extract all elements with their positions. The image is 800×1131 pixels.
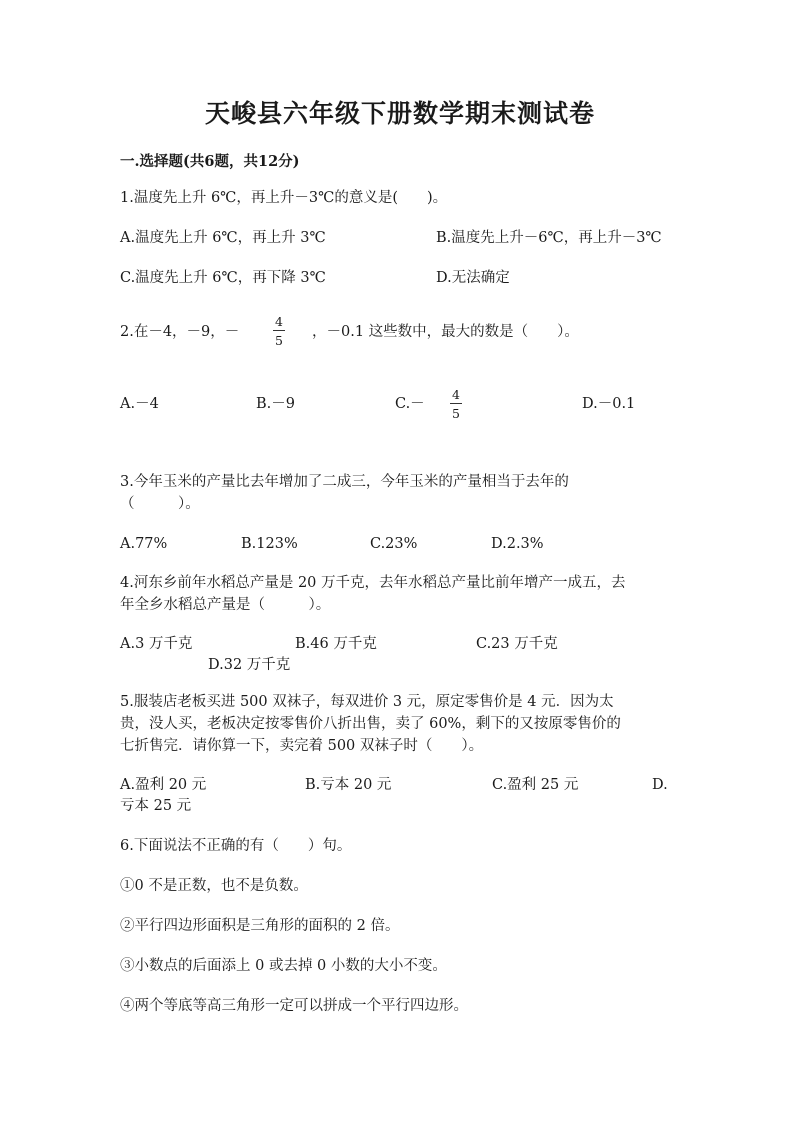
fraction-bar bbox=[273, 330, 285, 331]
question-6-statement-2: ②平行四边形面积是三角形的面积的 2 倍。 bbox=[120, 918, 400, 934]
question-1-option-c: C.温度先上升 6℃，再下降 3℃ bbox=[120, 270, 326, 286]
question-4-option-b: B.46 万千克 bbox=[295, 636, 377, 652]
question-4-stem-line-1: 4.河东乡前年水稻总产量是 20 万千克，去年水稻总产量比前年增产一成五，去 bbox=[120, 575, 626, 591]
question-6-statement-1: ①0 不是正数，也不是负数。 bbox=[120, 878, 308, 894]
question-4-option-c: C.23 万千克 bbox=[476, 636, 558, 652]
question-1-option-b: B.温度先上升－6℃，再上升－3℃ bbox=[436, 230, 662, 246]
question-2-option-c: C.－ bbox=[395, 396, 425, 412]
question-2-stem-end: ，－0.1 这些数中，最大的数是（ ）。 bbox=[312, 324, 579, 340]
fraction-denominator: 5 bbox=[275, 333, 283, 348]
question-5-option-d-label: D. bbox=[652, 777, 668, 793]
question-4-option-d: D.32 万千克 bbox=[208, 657, 291, 673]
question-2-option-b: B.－9 bbox=[256, 396, 295, 412]
question-6-stem: 6.下面说法不正确的有（ ）句。 bbox=[120, 838, 352, 854]
question-6-statement-4: ④两个等底等高三角形一定可以拼成一个平行四边形。 bbox=[120, 998, 468, 1014]
question-3-option-a: A.77% bbox=[120, 536, 168, 552]
question-4-stem-line-2: 年全乡水稻总产量是（ ）。 bbox=[120, 597, 331, 613]
question-1-option-a: A.温度先上升 6℃，再上升 3℃ bbox=[120, 230, 326, 246]
question-2-fraction bbox=[273, 315, 285, 348]
question-5-option-b: B.亏本 20 元 bbox=[305, 777, 392, 793]
question-2-option-d: D.－0.1 bbox=[582, 396, 636, 412]
page-title: 天峻县六年级下册数学期末测试卷 bbox=[204, 99, 595, 128]
section-heading-multiple-choice: 一.选择题(共6题，共12分) bbox=[120, 153, 300, 170]
fraction-numerator: 4 bbox=[275, 314, 283, 329]
question-5-option-d-text: 亏本 25 元 bbox=[120, 798, 192, 814]
question-3-option-d: D.2.3% bbox=[491, 536, 544, 552]
question-3-option-c: C.23% bbox=[370, 536, 418, 552]
question-3-stem-line-1: 3.今年玉米的产量比去年增加了二成三，今年玉米的产量相当于去年的 bbox=[120, 474, 569, 490]
question-5-stem-line-3: 七折售完．请你算一下，卖完着 500 双袜子时（ ）。 bbox=[120, 738, 484, 754]
question-2-option-a: A.－4 bbox=[120, 396, 159, 412]
question-1-stem: 1.温度先上升 6℃，再上升－3℃的意义是( )。 bbox=[120, 190, 448, 206]
question-5-option-c: C.盈利 25 元 bbox=[492, 777, 579, 793]
question-2-stem-start: 2.在－4，－9，－ bbox=[120, 324, 240, 340]
question-5-stem-line-2: 贵，没人买，老板决定按零售价八折出售，卖了 60%，剩下的又按原零售价的 bbox=[120, 716, 621, 732]
question-2-option-c-fraction bbox=[450, 388, 462, 421]
fraction-bar bbox=[450, 403, 462, 404]
question-1-option-d: D.无法确定 bbox=[436, 270, 510, 286]
fraction-numerator: 4 bbox=[452, 387, 460, 402]
question-4-option-a: A.3 万千克 bbox=[120, 636, 193, 652]
question-3-option-b: B.123% bbox=[241, 536, 298, 552]
question-6-statement-3: ③小数点的后面添上 0 或去掉 0 小数的大小不变。 bbox=[120, 958, 447, 974]
question-5-stem-line-1: 5.服装店老板买进 500 双袜子，每双进价 3 元，原定零售价是 4 元．因为太 bbox=[120, 694, 614, 710]
question-5-option-a: A.盈利 20 元 bbox=[120, 777, 207, 793]
fraction-denominator: 5 bbox=[452, 406, 460, 421]
question-3-stem-line-2: （ ）。 bbox=[120, 496, 200, 512]
